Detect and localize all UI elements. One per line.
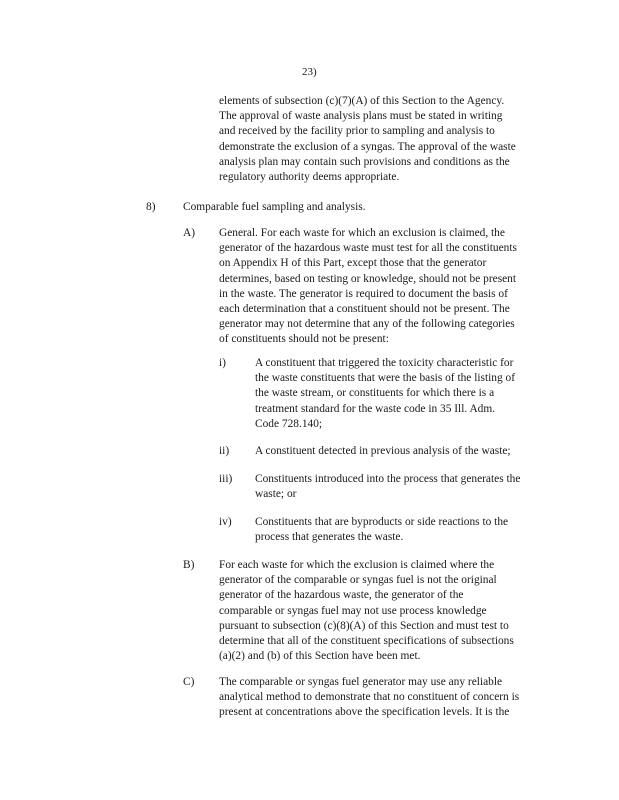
text-line: Constituents that are byproducts or side reactions to the: [255, 516, 509, 528]
text-line: waste; or: [255, 488, 297, 501]
item-c-paragraph: [219, 675, 519, 721]
text-line: General. For each waste for which an exclusion is claimed, the: [219, 227, 505, 239]
text-line: elements of subsection (c)(7)(A) of this Section to the Agency.: [219, 95, 505, 107]
text-line: treatment standard for the waste code in 35 Ill. Adm.: [255, 402, 496, 415]
text-line: pursuant to subsection (c)(8)(A) of this Section and must test to: [219, 619, 509, 632]
item-c-marker: C): [183, 676, 195, 688]
text-line: The comparable or syngas fuel generator may use any reliable: [219, 676, 503, 688]
text-line: A constituent detected in previous analysis of the waste;: [255, 445, 511, 457]
text-line: determine that all of the constituent specifications of subsections: [219, 635, 514, 648]
text-line: For each waste for which the exclusion is claimed where the: [219, 559, 495, 571]
text-line: generator may not determine that any of the following categories: [219, 318, 515, 331]
sub-i-paragraph: [255, 356, 515, 432]
text-line: on Appendix H of this Part, except those that the generator: [219, 257, 487, 270]
item-a-marker: A): [183, 227, 196, 239]
section-8-heading: [183, 200, 366, 215]
text-line: demonstrate the exclusion of a syngas. The approval of the waste: [219, 140, 516, 153]
sub-i-marker: i): [219, 357, 226, 369]
text-line: each determination that a constituent should not be present. The: [219, 303, 510, 316]
text-line: of constituents should not be present:: [219, 333, 389, 346]
text-line: present at concentrations above the specification levels. It is the: [219, 706, 510, 719]
section-8-marker: 8): [146, 201, 156, 213]
text-line: regulatory authority deems appropriate.: [219, 171, 400, 184]
text-line: analytical method to demonstrate that no constituent of concern is: [219, 691, 520, 704]
item-a-paragraph: [219, 226, 517, 348]
text-line: A constituent that triggered the toxicity characteristic for: [255, 357, 514, 369]
page-number: 23): [302, 66, 317, 78]
sub-iii-marker: iii): [219, 473, 233, 485]
text-line: and received by the facility prior to sampling and analysis to: [219, 125, 495, 138]
text-line: determines, based on testing or knowledge, should not be present: [219, 272, 517, 285]
text-line: analysis plan may contain such provisions and conditions as the: [219, 155, 510, 168]
text-line: Comparable fuel sampling and analysis.: [183, 201, 366, 213]
sub-ii-paragraph: [255, 444, 511, 459]
text-line: Code 728.140;: [255, 417, 323, 430]
text-line: the waste stream, or constituents for which there is a: [255, 387, 495, 400]
intro-paragraph: [219, 94, 516, 185]
text-line: The approval of waste analysis plans must be stated in writing: [219, 110, 503, 123]
text-line: the waste constituents that were the basis of the listing of: [255, 372, 516, 385]
text-line: Constituents introduced into the process that generates the: [255, 473, 521, 485]
sub-iv-marker: iv): [219, 516, 232, 528]
item-b-marker: B): [183, 559, 195, 571]
text-line: process that generates the waste.: [255, 531, 404, 544]
text-line: (a)(2) and (b) of this Section have been met.: [219, 650, 421, 663]
sub-ii-marker: ii): [219, 445, 230, 457]
sub-iv-paragraph: [255, 515, 508, 545]
text-line: generator of the hazardous waste, the generator of the: [219, 589, 464, 602]
text-line: in the waste. The generator is required to document the basis of: [219, 287, 508, 300]
item-b-paragraph: [219, 558, 514, 664]
text-line: generator of the comparable or syngas fuel is not the original: [219, 574, 497, 587]
text-line: comparable or syngas fuel may not use process knowledge: [219, 604, 487, 617]
sub-iii-paragraph: [255, 472, 520, 502]
text-line: generator of the hazardous waste must test for all the constituents: [219, 242, 517, 255]
